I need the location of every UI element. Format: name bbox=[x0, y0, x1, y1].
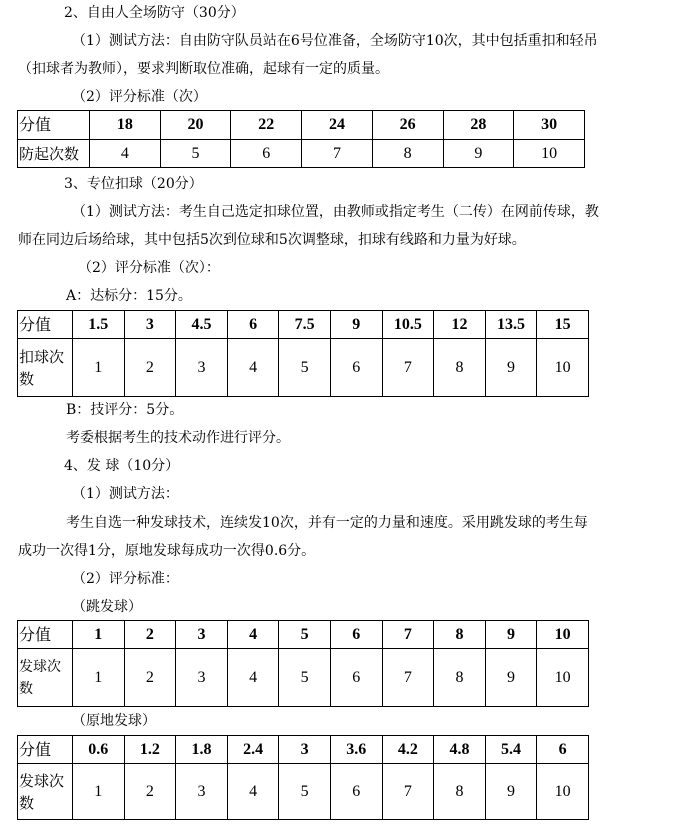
count-cell: 3 bbox=[176, 339, 228, 397]
count-label-line-1: 发球次 bbox=[19, 771, 65, 790]
count-cell: 5 bbox=[279, 649, 331, 707]
section-4-method: （1）测试方法： bbox=[72, 486, 179, 502]
score-cell: 10.5 bbox=[382, 311, 434, 339]
score-cell: 3.6 bbox=[330, 736, 382, 764]
count-label-line-1: 发球次 bbox=[19, 658, 61, 675]
table-row bbox=[18, 140, 585, 168]
count-cell: 9 bbox=[443, 140, 514, 168]
count-cell: 4 bbox=[90, 140, 161, 168]
score-cell: 3 bbox=[124, 311, 176, 339]
section-3-pass-score: A：达标分：15分。 bbox=[66, 288, 192, 304]
count-cell: 5 bbox=[160, 140, 231, 168]
count-label bbox=[18, 764, 73, 820]
section-2-method-line-1: （1）测试方法：自由防守队员站在6号位准备，全场防守10次，其中包括重扣和轻吊 bbox=[72, 33, 598, 49]
count-cell: 4 bbox=[227, 649, 279, 707]
stand-serve-heading: （原地发球） bbox=[72, 713, 156, 729]
score-cell: 2.4 bbox=[227, 736, 279, 764]
count-cell: 8 bbox=[434, 764, 486, 820]
count-cell: 8 bbox=[372, 140, 443, 168]
score-cell: 5 bbox=[279, 621, 331, 649]
score-label: 分值 bbox=[18, 736, 73, 764]
score-cell: 12 bbox=[434, 311, 486, 339]
count-label-line-2: 数 bbox=[19, 680, 33, 697]
table-row bbox=[18, 111, 585, 140]
section-3-criteria: （2）评分标准（次）： bbox=[78, 260, 220, 276]
score-label: 分值 bbox=[18, 111, 90, 140]
table-row bbox=[18, 311, 589, 339]
section-4-desc-line-1: 考生自选一种发球技术，连续发10次，并有一定的力量和速度。采用跳发球的考生每 bbox=[66, 515, 588, 531]
count-label: 防起次数 bbox=[18, 140, 90, 168]
score-cell: 3 bbox=[176, 621, 228, 649]
count-cell: 2 bbox=[124, 649, 176, 707]
score-cell: 1.2 bbox=[124, 736, 176, 764]
count-cell: 8 bbox=[434, 649, 486, 707]
table-row bbox=[18, 764, 589, 820]
score-cell: 13.5 bbox=[485, 311, 537, 339]
section-3-method-line-1: （1）测试方法：考生自己选定扣球位置，由教师或指定考生（二传）在网前传球，教 bbox=[72, 204, 599, 220]
jump-serve-heading: （跳发球） bbox=[72, 599, 142, 615]
score-cell: 7.5 bbox=[279, 311, 331, 339]
section-4-criteria: （2）评分标准： bbox=[72, 571, 179, 587]
count-cell: 5 bbox=[279, 339, 331, 397]
count-cell: 1 bbox=[73, 764, 125, 820]
section-3-tech-desc: 考委根据考生的技术动作进行评分。 bbox=[66, 430, 290, 446]
count-cell: 4 bbox=[227, 764, 279, 820]
score-cell: 4.2 bbox=[382, 736, 434, 764]
count-cell: 10 bbox=[537, 649, 589, 707]
score-cell: 7 bbox=[382, 621, 434, 649]
score-cell: 9 bbox=[330, 311, 382, 339]
count-cell: 9 bbox=[485, 649, 537, 707]
count-cell: 10 bbox=[537, 339, 589, 397]
score-cell: 2 bbox=[124, 621, 176, 649]
table-row bbox=[18, 649, 589, 707]
count-cell: 5 bbox=[279, 764, 331, 820]
count-cell: 8 bbox=[434, 339, 486, 397]
count-cell: 6 bbox=[330, 764, 382, 820]
count-cell: 6 bbox=[330, 649, 382, 707]
table-row bbox=[18, 339, 589, 397]
score-cell: 18 bbox=[90, 111, 161, 140]
count-cell: 1 bbox=[73, 649, 125, 707]
count-cell: 7 bbox=[302, 140, 373, 168]
count-cell: 7 bbox=[382, 764, 434, 820]
score-cell: 30 bbox=[514, 111, 585, 140]
score-cell: 8 bbox=[434, 621, 486, 649]
score-cell: 15 bbox=[537, 311, 589, 339]
score-cell: 9 bbox=[485, 621, 537, 649]
score-cell: 1.8 bbox=[176, 736, 228, 764]
count-label-line-2: 数 bbox=[19, 369, 35, 388]
count-label-line-1: 扣球次 bbox=[19, 347, 65, 366]
score-cell: 1.5 bbox=[73, 311, 125, 339]
section-4-desc-line-2: 成功一次得1分，原地发球每成功一次得0.6分。 bbox=[18, 543, 316, 559]
count-cell: 2 bbox=[124, 764, 176, 820]
score-cell: 3 bbox=[279, 736, 331, 764]
score-cell: 4 bbox=[227, 621, 279, 649]
score-cell: 6 bbox=[537, 736, 589, 764]
score-cell: 1 bbox=[73, 621, 125, 649]
section-2-criteria: （2）评分标准（次） bbox=[72, 89, 207, 105]
score-cell: 28 bbox=[443, 111, 514, 140]
count-cell: 9 bbox=[485, 339, 537, 397]
score-cell: 4.5 bbox=[176, 311, 228, 339]
count-cell: 2 bbox=[124, 339, 176, 397]
count-cell: 3 bbox=[176, 764, 228, 820]
count-cell: 10 bbox=[537, 764, 589, 820]
score-cell: 0.6 bbox=[73, 736, 125, 764]
count-label bbox=[18, 339, 73, 397]
count-cell: 9 bbox=[485, 764, 537, 820]
section-3-title: 3、专位扣球（20分） bbox=[64, 176, 203, 192]
score-label: 分值 bbox=[18, 311, 73, 339]
table-row bbox=[18, 736, 589, 764]
score-cell: 22 bbox=[231, 111, 302, 140]
count-cell: 7 bbox=[382, 339, 434, 397]
score-cell: 4.8 bbox=[434, 736, 486, 764]
jump-serve-score-table bbox=[17, 620, 589, 707]
spike-score-table bbox=[17, 310, 589, 397]
defense-score-table bbox=[17, 110, 585, 168]
count-cell: 4 bbox=[227, 339, 279, 397]
section-3-method-line-2: 师在同边后场给球，其中包括5次到位球和5次调整球，扣球有线路和力量为好球。 bbox=[18, 232, 526, 248]
section-4-title: 4、发 球（10分） bbox=[64, 458, 180, 474]
score-cell: 24 bbox=[302, 111, 373, 140]
count-cell: 10 bbox=[514, 140, 585, 168]
stand-serve-score-table bbox=[17, 735, 589, 820]
count-cell: 3 bbox=[176, 649, 228, 707]
count-label-line-2: 数 bbox=[19, 793, 35, 812]
count-cell: 6 bbox=[231, 140, 302, 168]
table-row bbox=[18, 621, 589, 649]
score-cell: 6 bbox=[330, 621, 382, 649]
score-cell: 26 bbox=[372, 111, 443, 140]
score-cell: 10 bbox=[537, 621, 589, 649]
score-cell: 6 bbox=[227, 311, 279, 339]
section-2-title: 2、自由人全场防守（30分） bbox=[64, 5, 245, 21]
score-cell: 5.4 bbox=[485, 736, 537, 764]
score-cell: 20 bbox=[160, 111, 231, 140]
section-3-tech-score: B：技评分：5分。 bbox=[66, 402, 184, 418]
count-cell: 7 bbox=[382, 649, 434, 707]
score-label: 分值 bbox=[18, 621, 73, 649]
count-cell: 6 bbox=[330, 339, 382, 397]
count-cell: 1 bbox=[73, 339, 125, 397]
section-2-method-line-2: （扣球者为教师），要求判断取位准确，起球有一定的质量。 bbox=[18, 61, 389, 77]
count-label bbox=[18, 649, 73, 707]
